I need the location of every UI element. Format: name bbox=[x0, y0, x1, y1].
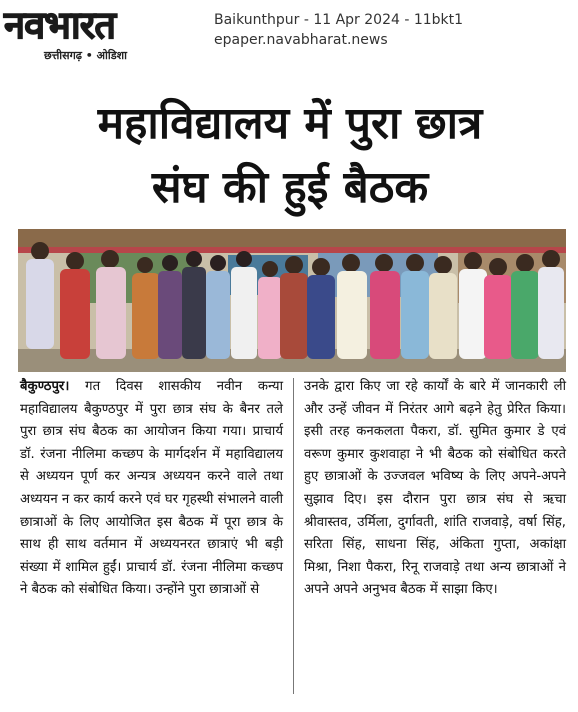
right-column-text: उनके द्वारा किए जा रहे कार्यों के बारे में जानकारी ली और उन्हें जीवन में निरंतर आगे बढ़ने हेतु प्रेरित किया। इसी तरह कनकलता पैकरा, डॉ. सुमित कुमार डे एवं वरूण कुमार कुशवाहा ने भी बैठक को संबोधित करते हुए छात्राओं के उज्जवल भविष्य के लिए अपने-अपने सुझाव दिए। इस दौरान पुरा छात्र संघ से ऋचा श्रीवास्तव, उर्मिला, दुर्गावती, शांति राजवाड़े, वर्षा सिंह, सरिता सिंह, साधना सिंह, अंकिता गुप्ता, अकांक्षा मिश्रा, निशा पैकरा, रिनू राजवाड़े तथा अन्य छात्राओं ने अपने अपने अनुभव बैठक में साझा किए। bbox=[304, 379, 566, 598]
group-photo bbox=[18, 229, 566, 372]
article-headline bbox=[20, 92, 560, 220]
dateline: बैकुण्ठपुर। bbox=[20, 379, 70, 394]
logo-subtitle: छत्तीसगढ़ • ओडिशा bbox=[44, 49, 127, 62]
masthead bbox=[0, 0, 578, 70]
column-divider bbox=[293, 378, 294, 694]
article-left-column bbox=[20, 376, 283, 602]
left-column-text: गत दिवस शासकीय नवीन कन्या महाविद्यालय बैकुण्ठपुर में पुरा छात्र संघ के बैनर तले पुरा छात्र संघ बैठक का आयोजन किया गया। प्राचार्य डॉ. रंजना नीलिमा कच्छप के मार्गदर्शन में महाविद्यालय से अध्ययन पूर्ण कर अन्यत्र अध्ययन करने वाले तथा अध्ययन न कर कार्य करने एवं घर गृहस्थी संभालने वाली छात्राओं के लिए आयोजित इस बैठक में पूरा छात्र के साथ ही साथ वर्तमान में अध्ययनरत छात्राएं भी बड़ी संख्या में शामिल हुईं। प्राचार्य डॉ. रंजना नीलिमा कच्छप ने बैठक को संबोधित किया। उन्होंने पुरा छात्राओं से bbox=[20, 379, 283, 598]
edition-line: Baikunthpur - 11 Apr 2024 - 11bkt1 bbox=[214, 12, 464, 28]
logo-text: नवभारत bbox=[4, 3, 115, 47]
epaper-url[interactable]: epaper.navabharat.news bbox=[214, 32, 388, 48]
newspaper-logo bbox=[4, 4, 200, 62]
headline-line-2: संघ की हुई बैठक bbox=[151, 162, 429, 213]
article-right-column bbox=[304, 376, 566, 602]
headline-line-1: महाविद्यालय में पुरा छात्र bbox=[97, 98, 483, 149]
group-photo-icon bbox=[18, 229, 566, 372]
